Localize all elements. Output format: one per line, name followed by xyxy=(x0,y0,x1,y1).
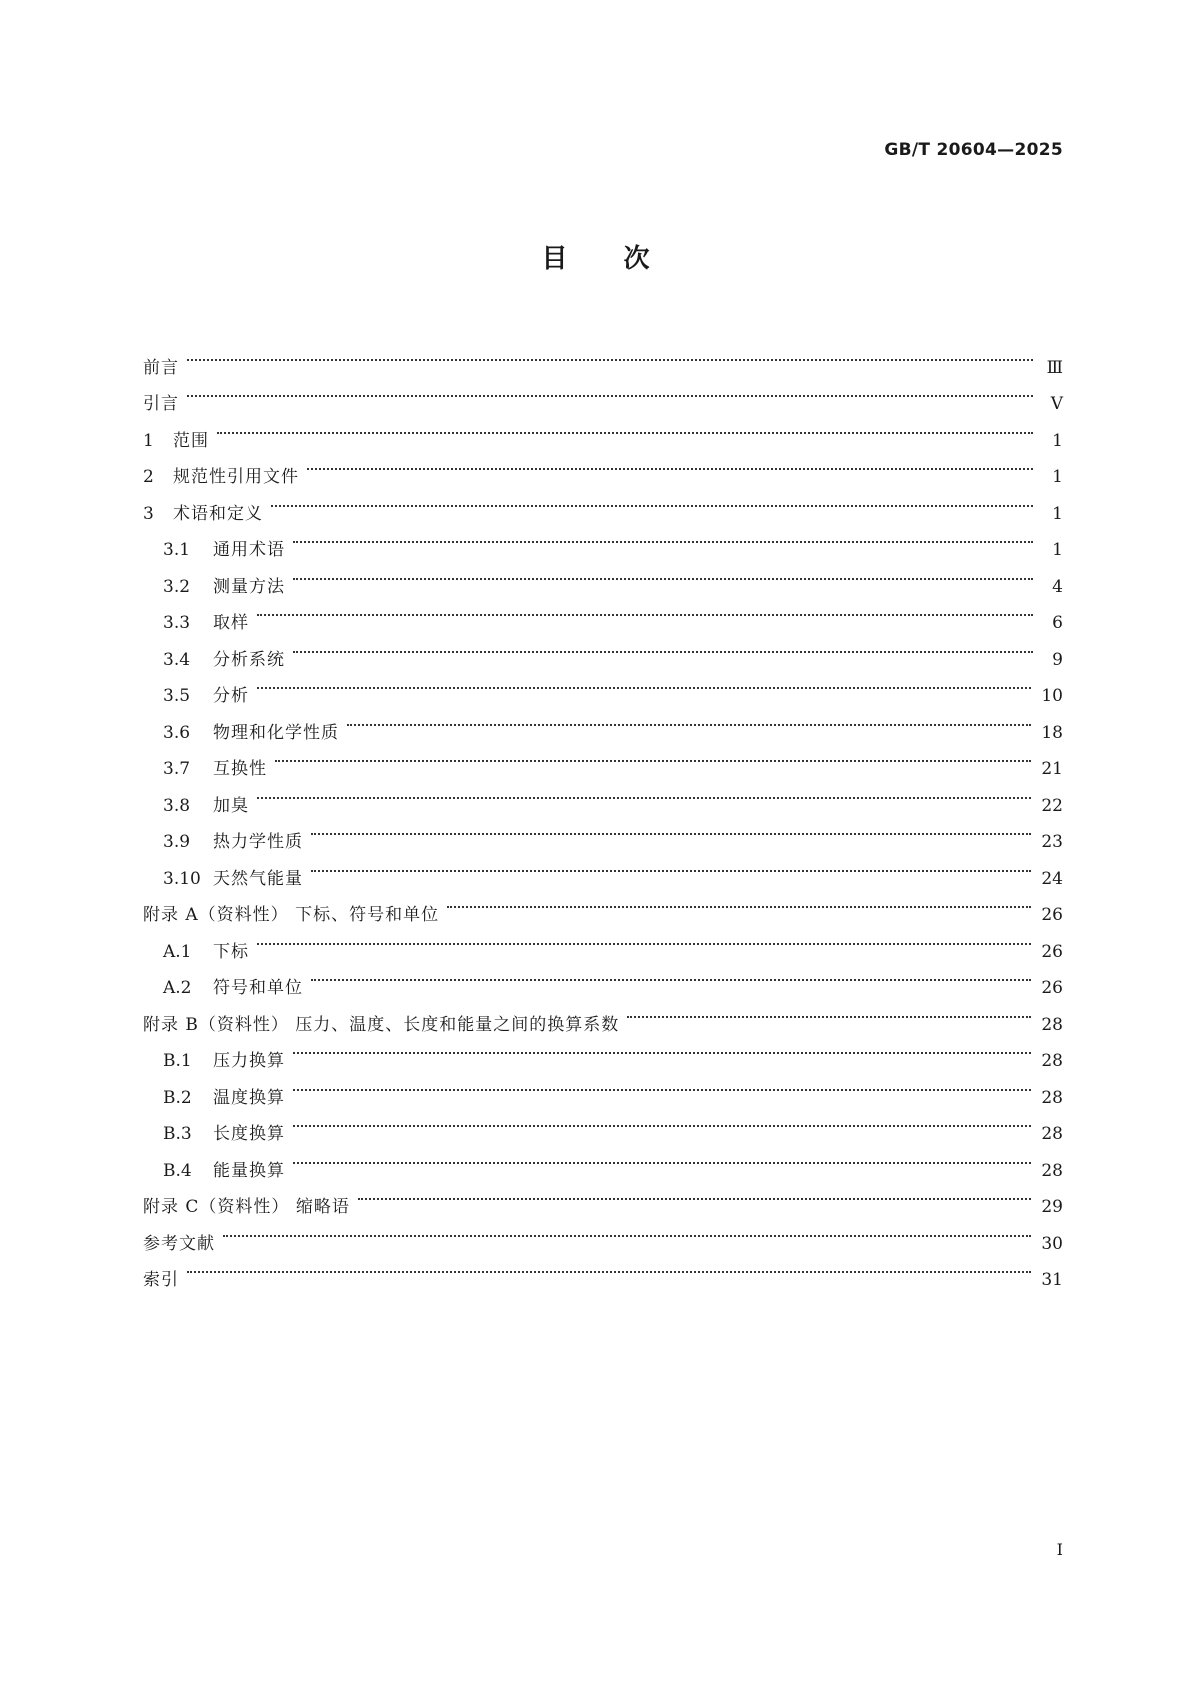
toc-entry-page: 4 xyxy=(1052,576,1063,597)
toc-entry-label: 测量方法 xyxy=(213,576,285,597)
toc-entry-page: 24 xyxy=(1041,868,1063,889)
toc-entry-page: 26 xyxy=(1041,941,1063,962)
toc-leader-dots xyxy=(307,446,1037,483)
toc-leader-dots xyxy=(627,993,1035,1030)
toc-entry[interactable] xyxy=(143,373,1063,414)
toc-entry-label: 温度换算 xyxy=(213,1087,285,1108)
table-of-contents xyxy=(143,336,1063,1290)
toc-entry-label: 引言 xyxy=(143,394,179,414)
toc-entry[interactable] xyxy=(143,665,1063,706)
toc-entry[interactable] xyxy=(143,519,1063,560)
toc-entry-number: B.3 xyxy=(163,1124,192,1144)
toc-leader-dots xyxy=(187,373,1037,410)
toc-entry-label: 术语和定义 xyxy=(173,503,263,524)
toc-entry[interactable] xyxy=(143,811,1063,852)
toc-leader-dots xyxy=(293,628,1037,665)
standard-code: GB/T 20604—2025 xyxy=(884,140,1063,160)
toc-entry-label: 能量换算 xyxy=(213,1160,285,1181)
toc-entry[interactable] xyxy=(143,701,1063,743)
toc-entry[interactable] xyxy=(143,628,1063,670)
toc-entry[interactable] xyxy=(143,1212,1063,1254)
toc-leader-dots xyxy=(311,847,1035,884)
toc-leader-dots xyxy=(347,701,1035,738)
toc-leader-dots xyxy=(257,774,1035,811)
toc-entry-number: 3.3 xyxy=(163,613,191,633)
toc-entry[interactable] xyxy=(143,774,1063,816)
toc-leader-dots xyxy=(257,665,1035,702)
toc-entry[interactable] xyxy=(143,738,1063,779)
toc-entry-page: Ⅲ xyxy=(1046,357,1063,378)
toc-leader-dots xyxy=(293,1139,1035,1176)
toc-leader-dots xyxy=(223,1212,1035,1249)
toc-entry-label: 加臭 xyxy=(213,795,249,816)
toc-entry-page: 29 xyxy=(1041,1197,1063,1217)
toc-entry-number: A.2 xyxy=(163,978,192,998)
toc-entry[interactable] xyxy=(143,409,1063,451)
toc-entry[interactable] xyxy=(143,482,1063,524)
toc-entry-label: 热力学性质 xyxy=(213,832,303,852)
toc-entry[interactable] xyxy=(143,446,1063,487)
toc-entry-page: 26 xyxy=(1041,978,1063,998)
toc-leader-dots xyxy=(311,811,1035,848)
toc-leader-dots xyxy=(271,482,1037,519)
toc-entry-number: B.4 xyxy=(163,1160,192,1181)
toc-entry-page: 1 xyxy=(1052,430,1063,451)
toc-entry-label: 取样 xyxy=(213,613,249,633)
page-title-char-2: 次 xyxy=(623,244,650,274)
toc-leader-dots xyxy=(447,884,1035,921)
toc-entry-page: 22 xyxy=(1041,795,1063,816)
toc-entry-page: 28 xyxy=(1041,1014,1063,1035)
toc-entry-page: 31 xyxy=(1041,1270,1063,1290)
toc-entry-page: 6 xyxy=(1052,613,1063,633)
toc-leader-dots xyxy=(293,1066,1035,1103)
toc-entry[interactable] xyxy=(143,592,1063,633)
toc-entry-number: 3.1 xyxy=(163,540,191,560)
toc-entry-label: 符号和单位 xyxy=(213,978,303,998)
toc-entry-number: 3.2 xyxy=(163,576,191,597)
toc-entry-page: 28 xyxy=(1041,1087,1063,1108)
toc-entry-label: 压力换算 xyxy=(213,1051,285,1071)
toc-leader-dots xyxy=(293,519,1037,556)
toc-leader-dots xyxy=(257,920,1035,957)
toc-entry-page: 28 xyxy=(1041,1051,1063,1071)
toc-entry-page: 1 xyxy=(1052,503,1063,524)
toc-entry[interactable] xyxy=(143,336,1063,378)
toc-entry-label: 分析 xyxy=(213,686,249,706)
toc-entry-label: 长度换算 xyxy=(213,1124,285,1144)
toc-entry-page: 30 xyxy=(1041,1233,1063,1254)
toc-leader-dots xyxy=(275,738,1035,775)
toc-entry-page: 21 xyxy=(1041,759,1063,779)
toc-entry[interactable] xyxy=(143,1249,1063,1290)
toc-leader-dots xyxy=(293,1103,1035,1140)
toc-entry-number: A.1 xyxy=(163,941,192,962)
toc-entry-label: 物理和化学性质 xyxy=(213,722,339,743)
toc-entry-label: 互换性 xyxy=(213,759,267,779)
toc-entry-page: 1 xyxy=(1052,540,1063,560)
toc-entry-page: 28 xyxy=(1041,1160,1063,1181)
toc-entry-page: 1 xyxy=(1052,467,1063,487)
toc-entry-number: 3.6 xyxy=(163,722,191,743)
toc-entry-page: 28 xyxy=(1041,1124,1063,1144)
toc-entry-number: 3.7 xyxy=(163,759,191,779)
toc-leader-dots xyxy=(293,1030,1035,1067)
toc-entry-label: 天然气能量 xyxy=(213,868,303,889)
page-title-char-1: 目 xyxy=(541,244,568,274)
toc-entry-label: 通用术语 xyxy=(213,540,285,560)
toc-leader-dots xyxy=(257,592,1037,629)
toc-entry-label: 分析系统 xyxy=(213,649,285,670)
toc-entry-page: 26 xyxy=(1041,905,1063,925)
toc-entry-label: 前言 xyxy=(143,357,179,378)
toc-entry-number: 1 xyxy=(143,430,154,451)
toc-entry-label: 范围 xyxy=(173,430,209,451)
toc-entry[interactable] xyxy=(143,957,1063,998)
toc-entry-number: 3 xyxy=(143,503,154,524)
toc-entry-page: Ⅴ xyxy=(1050,394,1063,414)
toc-entry-page: 9 xyxy=(1052,649,1063,670)
toc-entry-number: B.1 xyxy=(163,1051,192,1071)
toc-entry-label: 规范性引用文件 xyxy=(173,467,299,487)
toc-leader-dots xyxy=(293,555,1037,592)
toc-leader-dots xyxy=(187,1249,1035,1286)
page-title xyxy=(0,238,1191,275)
toc-leader-dots xyxy=(311,957,1035,994)
toc-entry-page: 10 xyxy=(1041,686,1063,706)
toc-leader-dots xyxy=(187,336,1037,373)
toc-entry[interactable] xyxy=(143,920,1063,962)
toc-entry-number: 3.10 xyxy=(163,868,201,889)
toc-entry-number: 3.8 xyxy=(163,795,191,816)
toc-entry-number: 3.9 xyxy=(163,832,191,852)
toc-entry-label: 索引 xyxy=(143,1270,179,1290)
toc-entry-number: 3.4 xyxy=(163,649,191,670)
page-number: Ⅰ xyxy=(1056,1540,1063,1559)
toc-entry-number: 3.5 xyxy=(163,686,191,706)
toc-entry-label: 附录 A（资料性） 下标、符号和单位 xyxy=(143,905,440,925)
toc-entry-label: 下标 xyxy=(213,941,249,962)
toc-entry-number: B.2 xyxy=(163,1087,192,1108)
toc-entry-number: 2 xyxy=(143,467,154,487)
toc-entry-page: 23 xyxy=(1041,832,1063,852)
toc-leader-dots xyxy=(217,409,1037,446)
toc-entry-label: 附录 B（资料性） 压力、温度、长度和能量之间的换算系数 xyxy=(143,1014,620,1035)
toc-entry-label: 附录 C（资料性） 缩略语 xyxy=(143,1197,350,1217)
toc-entry-page: 18 xyxy=(1041,722,1063,743)
toc-entry-label: 参考文献 xyxy=(143,1233,215,1254)
toc-leader-dots xyxy=(358,1176,1036,1213)
